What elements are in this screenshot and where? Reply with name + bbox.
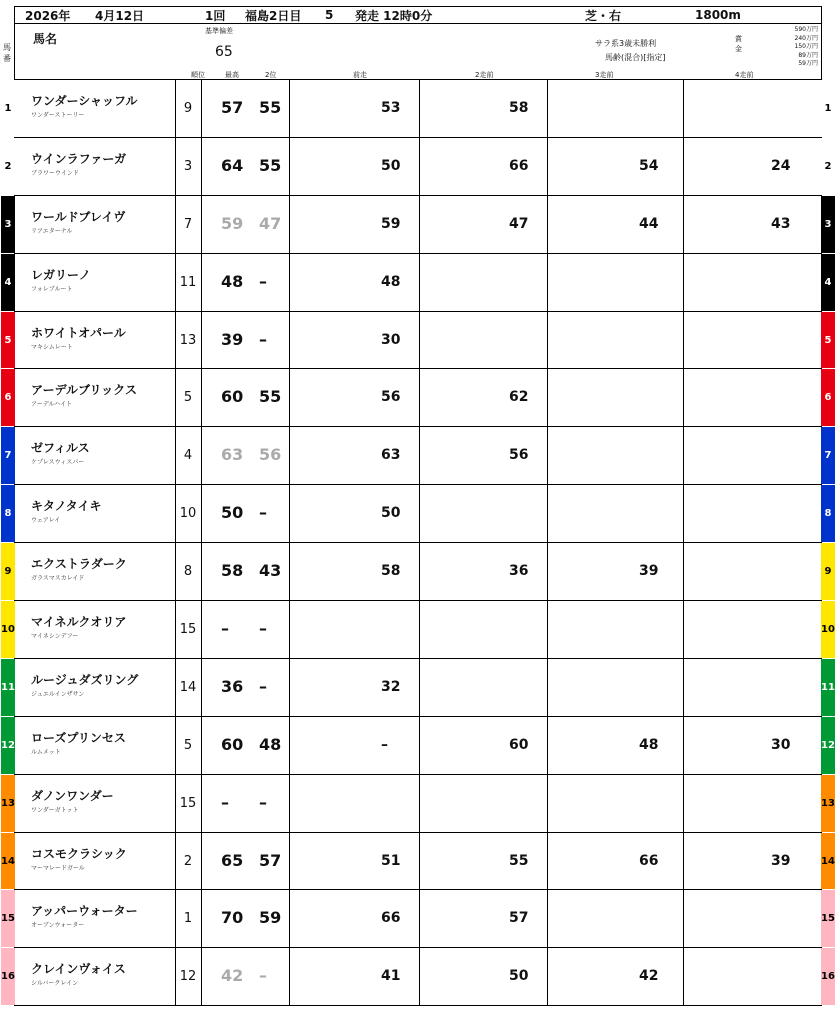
divider (175, 80, 176, 137)
rank: 2 (183, 853, 193, 869)
horse-row[interactable] (1, 948, 835, 1006)
prev1-rating: 53 (381, 100, 401, 116)
horse-row[interactable] (1, 890, 835, 948)
col-rank: 順位 (191, 71, 205, 79)
divider (419, 543, 420, 600)
father-name: ブラワーウインド (31, 169, 79, 177)
prev4-rating: 30 (771, 736, 791, 753)
rank: 3 (183, 158, 193, 174)
divider (419, 138, 420, 195)
prev1-rating: 51 (381, 852, 401, 869)
divider (419, 196, 420, 253)
divider (683, 80, 684, 137)
divider (175, 833, 176, 890)
prev2-rating: 58 (509, 100, 529, 116)
second-rating: 59 (259, 908, 282, 928)
horse-row[interactable] (4, 196, 832, 254)
umaban-left: 14 (1, 833, 15, 890)
second-rating: 48 (259, 734, 282, 754)
divider (175, 948, 176, 1005)
race-title: サラ系3歳未勝利 (595, 39, 657, 48)
divider (201, 254, 202, 311)
divider (289, 196, 290, 253)
prev1-rating: 30 (381, 331, 401, 348)
divider (547, 890, 548, 947)
umaban-left: 12 (1, 717, 15, 774)
second-rating: 56 (259, 445, 282, 465)
prev2-rating: 50 (509, 968, 529, 985)
prev3-rating: 44 (639, 215, 659, 232)
rank: 14 (179, 679, 197, 695)
umaban-right: 14 (821, 833, 835, 890)
prev3-rating: 66 (639, 852, 659, 869)
divider (175, 659, 176, 716)
max-rating: 65 (221, 850, 244, 870)
second-rating: – (259, 271, 267, 291)
second-rating: 55 (259, 155, 282, 175)
rank: 15 (179, 795, 197, 811)
horse-name[interactable]: ゼフィルス (31, 441, 90, 456)
father-name: マイネシンデフー (31, 633, 79, 641)
divider (175, 717, 176, 774)
horse-name[interactable]: ローズプリンセス (31, 730, 126, 745)
divider (289, 138, 290, 195)
distance: 1800m (695, 8, 741, 22)
second-rating: – (259, 503, 267, 523)
prize-list (780, 26, 818, 69)
second-rating: 43 (259, 561, 282, 581)
horse-name[interactable]: エクストラダーク (31, 557, 127, 572)
father-name: ウェアレイ (31, 517, 61, 525)
divider (683, 659, 684, 716)
horse-name[interactable]: マイネルクオリア (31, 615, 127, 630)
col-prev2: 2走前 (475, 71, 494, 79)
umaban-left: 4 (1, 254, 15, 311)
horse-row[interactable] (1, 717, 835, 775)
divider (683, 138, 684, 195)
name-label: 馬名 (33, 32, 58, 46)
max-rating: 63 (221, 445, 244, 465)
prev2-rating: 55 (509, 852, 529, 869)
father-name: マーマレードガール (31, 864, 85, 872)
rank: 1 (183, 911, 193, 927)
divider (547, 601, 548, 658)
divider (201, 138, 202, 195)
divider (289, 369, 290, 426)
horse-name[interactable]: アッパーウォーター (31, 904, 138, 919)
divider (289, 833, 290, 890)
umaban-right: 7 (821, 427, 835, 484)
umaban-left: 7 (1, 427, 15, 484)
umaban-right: 2 (821, 138, 835, 195)
max-rating: – (221, 792, 229, 812)
year: 2026年 (25, 8, 71, 23)
divider (683, 948, 684, 1005)
divider (419, 369, 420, 426)
col-prev4: 4走前 (735, 71, 754, 79)
horse-name[interactable]: レガリーノ (31, 267, 91, 282)
father-name: ジュエルインザサン (31, 690, 85, 698)
rank: 8 (183, 564, 193, 580)
horse-name[interactable]: ワンダーシャッフル (31, 94, 138, 108)
max-rating: 70 (221, 908, 244, 928)
prev1-rating: 66 (381, 910, 401, 927)
divider (683, 543, 684, 600)
divider (201, 196, 202, 253)
kijun-value: 65 (215, 44, 233, 60)
divider (289, 312, 290, 369)
horse-row[interactable] (1, 775, 835, 833)
horse-table (1, 80, 835, 1006)
umaban-right: 12 (821, 717, 835, 774)
col-max: 最高 (225, 71, 239, 79)
umaban-left: 5 (1, 312, 15, 369)
max-rating: 42 (221, 966, 244, 986)
horse-name[interactable]: ウインラファーガ (31, 151, 127, 166)
horse-row[interactable] (1, 833, 835, 891)
rank: 12 (179, 969, 197, 985)
horse-name[interactable]: コスモクラシック (31, 846, 127, 861)
rank: 13 (179, 332, 197, 348)
divider (175, 312, 176, 369)
divider (289, 775, 290, 832)
horse-name[interactable]: キタノタイキ (31, 499, 102, 514)
divider (201, 948, 202, 1005)
second-rating: 55 (259, 387, 282, 407)
umaban-left: 16 (1, 948, 15, 1005)
prev1-rating: 32 (381, 678, 401, 695)
place: 福島2日目 (245, 8, 302, 23)
kijun-label: 基準偏差 (205, 27, 233, 35)
prev1-rating: 63 (381, 447, 401, 464)
umaban-right: 6 (821, 369, 835, 426)
prev3-rating: 42 (639, 968, 659, 985)
horse-row[interactable] (4, 485, 832, 543)
umaban-right: 9 (821, 543, 835, 600)
second-rating: – (259, 619, 267, 639)
rank: 4 (183, 448, 193, 464)
divider (547, 775, 548, 832)
divider (201, 312, 202, 369)
father-name: フォレブルート (31, 285, 73, 293)
horse-row[interactable] (4, 312, 832, 370)
rank: 9 (183, 100, 193, 116)
umaban-left: 9 (1, 543, 15, 600)
horse-row[interactable] (4, 427, 832, 485)
father-name: マキシムレート (31, 343, 73, 351)
umaban-left: 10 (1, 601, 15, 658)
horse-row[interactable] (1, 659, 835, 717)
divider (175, 369, 176, 426)
horse-name[interactable]: ダノンワンダー (31, 788, 114, 803)
divider (683, 717, 684, 774)
divider (547, 427, 548, 484)
col-prev3: 3走前 (595, 71, 614, 79)
prev2-rating: 57 (509, 910, 529, 927)
divider (419, 485, 420, 542)
divider (201, 775, 202, 832)
divider (175, 138, 176, 195)
prev3-rating: 54 (639, 157, 659, 174)
divider (683, 890, 684, 947)
divider (175, 254, 176, 311)
father-name: ワンダーストーリー (31, 112, 85, 119)
prize-1: 590万円 (794, 26, 818, 33)
prev1-rating: 58 (381, 563, 401, 580)
divider (547, 485, 548, 542)
horse-row[interactable] (4, 369, 832, 427)
divider (419, 948, 420, 1005)
divider (419, 775, 420, 832)
divider (289, 80, 290, 137)
divider (201, 890, 202, 947)
course: 芝・右 (585, 8, 622, 23)
father-name: オーブンウォーター (31, 922, 85, 930)
horse-name[interactable]: ホワイトオパール (31, 325, 126, 340)
divider (201, 717, 202, 774)
father-name: ガラスマスカレイド (31, 575, 85, 583)
race-cond: 馬齢(混合)[指定] (605, 53, 666, 62)
divider (683, 485, 684, 542)
umaban-left: 15 (1, 890, 15, 947)
umaban-right: 3 (821, 196, 835, 253)
father-name: リアエターナル (31, 227, 73, 235)
divider (419, 890, 420, 947)
max-rating: 57 (221, 98, 244, 117)
divider (289, 659, 290, 716)
prev1-rating: 48 (381, 273, 401, 290)
max-rating: 39 (221, 329, 244, 349)
umaban-right: 13 (821, 775, 835, 832)
divider (547, 80, 548, 137)
divider (547, 138, 548, 195)
divider (201, 485, 202, 542)
prev1-rating: – (381, 736, 388, 753)
prev2-rating: 36 (509, 563, 529, 580)
prev3-rating: 39 (639, 563, 659, 580)
second-rating: 47 (259, 213, 282, 233)
horse-row[interactable] (4, 254, 832, 312)
kai: 1回 (205, 8, 226, 23)
rank: 5 (183, 737, 193, 753)
second-rating: – (259, 792, 267, 812)
father-name: アーデルハイト (31, 401, 73, 409)
divider (547, 717, 548, 774)
max-rating: 50 (221, 503, 244, 523)
umaban-left: 13 (1, 775, 15, 832)
umaban-right: 10 (821, 601, 835, 658)
divider (547, 369, 548, 426)
divider (419, 659, 420, 716)
divider (289, 601, 290, 658)
max-rating: 58 (221, 561, 244, 581)
max-rating: 60 (221, 387, 244, 407)
divider (683, 196, 684, 253)
second-rating: – (259, 329, 267, 349)
umaban-right: 11 (821, 659, 835, 716)
divider (175, 601, 176, 658)
date: 4月12日 (95, 8, 145, 23)
horse-name[interactable]: クレインヴォイス (31, 962, 126, 977)
prize-4: 89万円 (798, 51, 818, 59)
prev1-rating: 41 (381, 968, 401, 985)
col-prev: 前走 (353, 71, 367, 79)
prize-2: 240万円 (794, 34, 818, 42)
divider (175, 775, 176, 832)
divider (201, 369, 202, 426)
second-rating: – (259, 676, 267, 696)
divider (289, 254, 290, 311)
max-rating: 60 (221, 734, 244, 754)
umaban-right: 16 (821, 948, 835, 1005)
prev4-rating: 39 (771, 852, 791, 869)
divider (683, 833, 684, 890)
umaban-right: 8 (821, 485, 835, 542)
umaban-left: 6 (1, 369, 15, 426)
divider (683, 775, 684, 832)
father-name: ルムメット (31, 748, 61, 756)
father-name: ケプレスウィスパー (31, 459, 85, 467)
father-name: ワンダーガトット (31, 806, 79, 814)
prev1-rating: 56 (381, 389, 401, 406)
umaban-left: 2 (1, 138, 15, 195)
umaban-left: 1 (1, 80, 15, 137)
divider (201, 833, 202, 890)
max-rating: 59 (221, 213, 244, 233)
umaban-left: 11 (1, 659, 15, 716)
divider (419, 427, 420, 484)
horse-row[interactable] (1, 601, 835, 659)
divider (683, 601, 684, 658)
max-rating: – (221, 619, 229, 639)
col-2: 2位 (265, 71, 277, 79)
second-rating: 55 (259, 98, 282, 117)
prev2-rating: 60 (509, 736, 529, 753)
umaban-right: 4 (821, 254, 835, 311)
divider (419, 254, 420, 311)
prev4-rating: 24 (771, 157, 791, 174)
divider (289, 890, 290, 947)
divider (547, 659, 548, 716)
max-rating: 64 (221, 155, 244, 175)
sub-header (3, 24, 822, 80)
divider (175, 196, 176, 253)
umaban-right: 1 (821, 80, 835, 137)
umaban-label: 馬番 (3, 43, 11, 63)
prev3-rating: 48 (639, 736, 659, 753)
divider (547, 833, 548, 890)
umaban-right: 15 (821, 890, 835, 947)
divider (547, 196, 548, 253)
umaban-left: 8 (1, 485, 15, 542)
prev2-rating: 62 (509, 389, 529, 406)
prev1-rating: 59 (381, 215, 401, 232)
prize-5: 59万円 (798, 60, 818, 67)
divider (683, 427, 684, 484)
divider (289, 948, 290, 1005)
divider (683, 312, 684, 369)
father-name: シルバークレイン (31, 980, 79, 988)
prev2-rating: 66 (509, 157, 529, 174)
horse-row[interactable] (4, 138, 832, 196)
horse-name[interactable]: アーデルブリックス (31, 383, 137, 398)
max-rating: 48 (221, 271, 244, 291)
umaban-right: 5 (821, 312, 835, 369)
prev2-rating: 56 (509, 447, 529, 464)
divider (201, 80, 202, 137)
prev1-rating: 50 (381, 505, 401, 522)
start-time: 発走 12時0分 (355, 8, 433, 23)
divider (201, 543, 202, 600)
divider (419, 312, 420, 369)
prev1-rating: 50 (381, 157, 401, 174)
max-rating: 36 (221, 676, 244, 696)
divider (419, 80, 420, 137)
horse-row[interactable] (4, 543, 832, 601)
divider (201, 601, 202, 658)
horse-name[interactable]: ワールドブレイヴ (31, 209, 126, 224)
divider (175, 890, 176, 947)
divider (419, 833, 420, 890)
divider (175, 427, 176, 484)
divider (683, 369, 684, 426)
rank: 11 (179, 274, 197, 290)
rank: 7 (183, 216, 193, 232)
divider (547, 543, 548, 600)
divider (289, 717, 290, 774)
divider (175, 543, 176, 600)
divider (419, 601, 420, 658)
divider (289, 485, 290, 542)
divider (547, 312, 548, 369)
race-no: 5 (325, 8, 334, 22)
divider (201, 659, 202, 716)
second-rating: – (259, 966, 267, 986)
divider (289, 543, 290, 600)
horse-name[interactable]: ルージュダズリング (31, 672, 139, 687)
rank: 15 (179, 621, 197, 637)
umaban-left: 3 (1, 196, 15, 253)
divider (289, 427, 290, 484)
prev2-rating: 47 (509, 215, 529, 232)
rank: 10 (179, 506, 197, 522)
prize-label: 賞金 (735, 35, 742, 53)
rank: 5 (183, 390, 193, 406)
divider (201, 427, 202, 484)
race-header (14, 6, 822, 24)
prize-3: 150万円 (794, 43, 818, 50)
prev4-rating: 43 (771, 215, 791, 232)
horse-row[interactable] (4, 80, 832, 138)
divider (419, 717, 420, 774)
divider (547, 254, 548, 311)
second-rating: 57 (259, 850, 282, 870)
divider (175, 485, 176, 542)
divider (683, 254, 684, 311)
divider (547, 948, 548, 1005)
